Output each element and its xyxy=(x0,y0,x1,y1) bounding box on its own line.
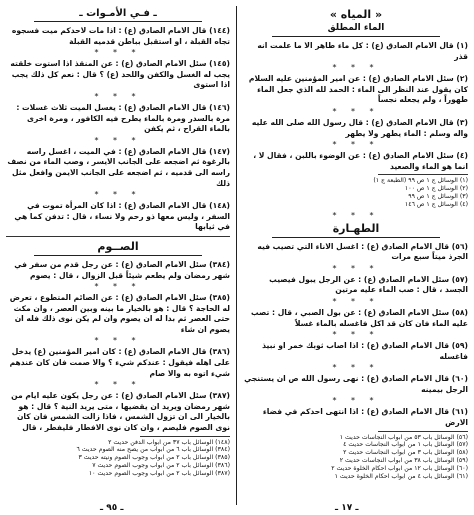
hadith-60: (٦٠) قال الامام الصادق (ع) : نهى رسول الله ص ان يستنجي الرجل بيمينه xyxy=(244,374,468,394)
separator-stars: * * * xyxy=(332,210,380,220)
footnote: (٥٨) الوسائل باب ٣ من ابواب النجاسات حديث ٢ xyxy=(343,449,468,457)
footnote: (٤) الوسائل ج ١ ص ١٤٦ xyxy=(404,200,468,208)
footnote: (٣٨٤) الوسائل باب ٦ من ابواب من يصح منه الصوم حديث ٦ xyxy=(76,446,230,454)
hadith-3: (٣) قال الامام الصادق (ع) : قال رسول الله صلى الله عليه واله وسلم : الماء يطهر ولا يطهر xyxy=(251,117,468,138)
separator-stars: * * * xyxy=(332,330,380,340)
divider xyxy=(6,236,230,237)
hadith-59: (٥٩) قال الامام الصادق (ع) : اذا اصاب ثوبك خمر او نبيذ فاغسله xyxy=(262,341,468,361)
right-subsection-title: الماء المطلق xyxy=(327,23,385,33)
hadith-144: (١٤٤) قال الامام الصادق (ع) : اذا مات لاحدكم ميت فسجوه تجاه القبلة ، او استقبل بباطن قدميه القبلة xyxy=(11,26,230,46)
right-section-title-tahara: الطهـارة xyxy=(332,221,380,235)
right-page xyxy=(244,6,468,509)
separator-stars: * * * xyxy=(94,91,142,101)
right-section-title-miyah: « المياه » xyxy=(329,8,383,21)
footnote-rule xyxy=(140,436,230,437)
title-rule xyxy=(34,21,202,22)
hadith-61: (٦١) قال الامام الصادق (ع) : اذا انتهى احدكم في فضاء الارض xyxy=(262,407,468,428)
hadith-146: (١٤٦) قال الامام الصادق (ع) : يغسل الميت ثلاث غسلات : مرة بالسدر ومرة بالماء يطرح فيه الكافور ، ومرة اخرى بالماء القراح ، ثم يكفن xyxy=(16,102,230,134)
footnote: (٣٨٦) الوسائل باب ٢ من ابواب وجوب الصوم حديث ٧ xyxy=(92,462,230,470)
separator-stars: * * * xyxy=(332,106,380,116)
footnote: (٦٠) الوسائل باب ١٢ من ابواب احكام الخلوة حديث ٢ xyxy=(331,464,468,472)
footnote: (١) الوسائل ج ١ ص ٩٩ (الطبعة ج ١) xyxy=(373,177,468,185)
separator-stars: * * * xyxy=(332,363,380,373)
footnote-rule xyxy=(378,431,468,432)
hadith-385: (٣٨٥) سئل الامام الصادق (ع) : عن الصائم المتطوع ، تعرض له الحاجة ؟ قال : هو بالخيار ما بينه وبين العصر ، وان مكث حتى العصر ثم بدا له ان يصوم وان لم يكن نوى ذلك فله ان يصوم ان شاء xyxy=(9,293,230,334)
title-rule xyxy=(272,36,440,37)
hadith-145: (١٤٥) سئل الامام الصادق (ع) : عن المنقذ اذا استوت خلقته يجب له الغسل والكفن واللحد (ع) ؟ قال : نعم كل ذلك يجب اذا استوى xyxy=(10,59,230,90)
separator-stars: * * * xyxy=(332,63,380,73)
right-page-number: ـ ١٧ ـ xyxy=(335,503,359,513)
separator-stars: * * * xyxy=(332,263,380,273)
gutter-line xyxy=(236,6,237,505)
hadith-58: (٥٨) سئل الامام الصادق (ع) : عن بول الصبي ، قال : تصب عليه الماء فان كان قد اكل فاغسله بالماء غسلاً xyxy=(251,307,468,328)
left-footnotes xyxy=(6,439,230,478)
separator-stars: * * * xyxy=(94,380,142,390)
hadith-56: (٥٦) قال الامام الصادق (ع) : اغسل الاناء التي تصيب فيه الجرذ ميتاً سبع مرات xyxy=(257,241,468,262)
left-section-title-amwat: ـ فـي الأمـوات ـ xyxy=(79,8,157,19)
left-page-number: ـ ٩٥ ـ xyxy=(100,503,124,513)
footnote-rule xyxy=(378,174,468,175)
separator-stars: * * * xyxy=(94,282,142,292)
footnote: (٣٨٥) الوسائل باب ٢ من ابواب وجوب الصوم ونيته حديث ٣ xyxy=(78,454,230,462)
footnote: (٥٦) الوسائل باب ٥٣ من ابواب النجاسات حديث ١ xyxy=(339,433,468,441)
hadith-2: (٢) سئل الامام الصادق (ع) : عن امير المؤمنين عليه السلام كان يقول عند النظر الى الماء : الحمد لله الذي جعل الماء طهوراً ، ولم يجعله نجساً xyxy=(248,74,468,105)
separator-stars: * * * xyxy=(94,336,142,346)
footnote: (٥٧) الوسائل باب ١ من ابواب النجاسات حديث ٤ xyxy=(343,441,468,449)
hadith-4: (٤) سئل الامام الصادق (ع) : عن الوضوء باللبن ، فقال لا ، انما هو الماء والصعيد xyxy=(253,151,468,171)
hadith-148: (١٤٨) قال الامام الصادق (ع) : اذا كان المرأة تموت في السفر ، وليس معها ذو رحم ولا نساء ، قال : تدفن كما هي في ثيابها xyxy=(14,201,230,232)
hadith-147: (١٤٧) قال الامام الصادق (ع) : في الميت ، اغسل راسه بالرغوة ثم اضجعه على الجانب الايسر ، وصب الماء من نصف راسه الى قدميه ، ثم اضجعه على الجانب الايمن وافعل مثل ذلك xyxy=(7,146,230,188)
separator-stars: * * * xyxy=(94,190,142,200)
separator-stars: * * * xyxy=(94,48,142,58)
separator-stars: * * * xyxy=(332,396,380,406)
title-rule xyxy=(272,237,440,238)
footnote: (٥٩) الوسائل باب ٣٨ من ابواب النجاسات حديث ٢ xyxy=(339,457,468,465)
footnote: (٣) الوسائل ج ١ ص ٩٩ xyxy=(408,192,468,200)
footnote: (١٤٨) الوسائل باب ٣٧ من ابواب الدفن حديث ٢ xyxy=(108,438,230,446)
footnote: (٣٨٧) الوسائل باب ٢ من ابواب وجوب الصوم حديث ١٠ xyxy=(88,469,230,477)
separator-stars: * * * xyxy=(332,140,380,150)
hadith-1: (١) قال الامام الصادق (ع) : كل ماء طاهر الا ما علمت انه قذر xyxy=(257,41,468,61)
right-footnotes-2 xyxy=(244,434,468,481)
left-page xyxy=(6,6,230,509)
footnote: (٦١) الوسائل باب ٤ من ابواب احكام الخلوة حديث ١ xyxy=(334,472,468,480)
hadith-387: (٣٨٧) سئل الامام الصادق (ع) : عن رجل يكون عليه ايام من شهر رمضان ويريد ان يقضيها ، متى يريد النية ؟ قال : هو بالخيار الى ان تزول الشمس ، فاذا زالت الشمس فان كان نوى الصوم فليصم ، وان كان نوى الافطار فليفطر ، قال xyxy=(11,391,230,433)
footnote: (٢) الوسائل ج ١ ص ١٠٠ xyxy=(404,185,468,193)
separator-stars: * * * xyxy=(94,135,142,145)
separator-stars: * * * xyxy=(332,296,380,306)
hadith-57: (٥٧) سئل الامام الصادق (ع) : عن الرجل يبول فيصيب الجسد ، قال : صب الماء عليه مرتين xyxy=(269,274,468,295)
title-rule xyxy=(34,255,202,256)
right-footnotes-1 xyxy=(244,177,468,208)
hadith-384: (٣٨٤) سئل الامام الصادق (ع) : عن رجل قدم من سفر في شهر رمضان ولم يطعم شيئاً قبل الزوال ، قال : يصوم xyxy=(14,259,230,280)
left-section-title-sawm: الصــوم xyxy=(97,239,139,253)
hadith-386: (٣٨٦) قال الامام الصادق (ع) : كان امير المؤمنين (ع) يدخل على اهله فيقول : عندكم شيء ؟ والا صمت فان كان عندهم شيء اتوه به والا صام xyxy=(9,347,230,378)
